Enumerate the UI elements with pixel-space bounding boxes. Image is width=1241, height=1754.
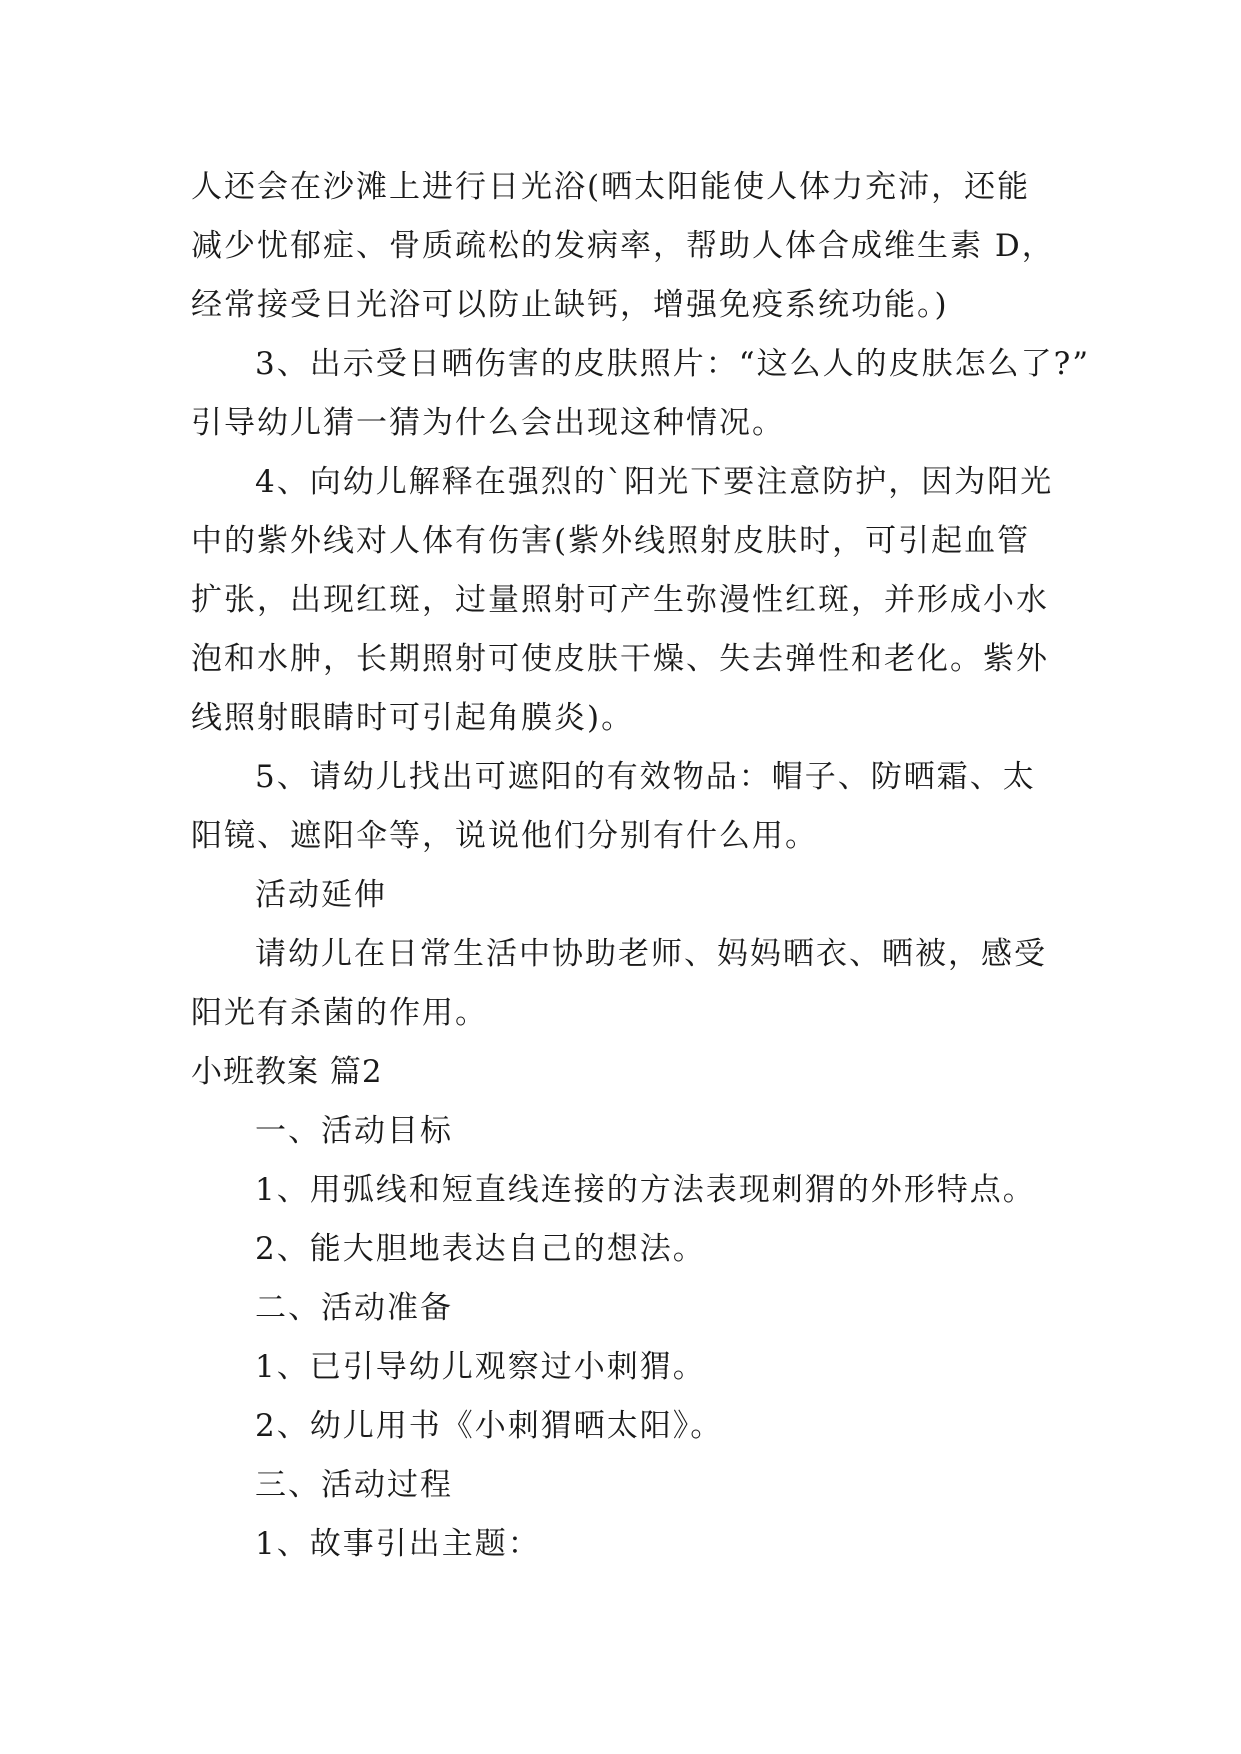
text-line: 1、故事引出主题：	[255, 1526, 541, 1562]
text-line: 减少忧郁症、骨质疏松的发病率，帮助人体合成维生素 D，	[191, 228, 1055, 264]
text-line: 1、用弧线和短直线连接的方法表现刺猬的外形特点。	[255, 1172, 1036, 1208]
text-line: 引导幼儿猜一猜为什么会出现这种情况。	[191, 405, 785, 441]
text-line: 人还会在沙滩上进行日光浴(晒太阳能使人体力充沛，还能	[191, 169, 1031, 205]
lesson-title: 小班教案 篇2	[191, 1054, 383, 1090]
text-line: 中的紫外线对人体有伤害(紫外线照射皮肤时，可引起血管	[191, 523, 1031, 559]
section-heading: 活动延伸	[255, 877, 387, 913]
section-heading: 二、活动准备	[255, 1290, 453, 1326]
text-line: 阳光有杀菌的作用。	[191, 995, 488, 1031]
text-line: 线照射眼睛时可引起角膜炎)。	[191, 700, 635, 736]
document-body	[191, 158, 1091, 1574]
text-line: 泡和水肿，长期照射可使皮肤干燥、失去弹性和老化。紫外	[191, 641, 1049, 677]
text-line: 1、已引导幼儿观察过小刺猬。	[255, 1349, 706, 1385]
text-line: 4、向幼儿解释在强烈的`阳光下要注意防护，因为阳光	[255, 464, 1054, 500]
text-line: 3、出示受日晒伤害的皮肤照片：“这么人的皮肤怎么了?”	[255, 346, 1091, 382]
text-line: 2、幼儿用书《小刺猬晒太阳》。	[255, 1408, 724, 1444]
section-heading: 三、活动过程	[255, 1467, 453, 1503]
text-line: 2、能大胆地表达自己的想法。	[255, 1231, 706, 1267]
section-heading: 一、活动目标	[255, 1113, 453, 1149]
text-line: 经常接受日光浴可以防止缺钙，增强免疫系统功能。)	[191, 287, 949, 323]
text-line: 扩张，出现红斑，过量照射可产生弥漫性红斑，并形成小水	[191, 582, 1049, 618]
text-line: 5、请幼儿找出可遮阳的有效物品：帽子、防晒霜、太	[255, 759, 1036, 795]
text-line: 阳镜、遮阳伞等，说说他们分别有什么用。	[191, 818, 818, 854]
text-line: 请幼儿在日常生活中协助老师、妈妈晒衣、晒被，感受	[255, 936, 1047, 972]
